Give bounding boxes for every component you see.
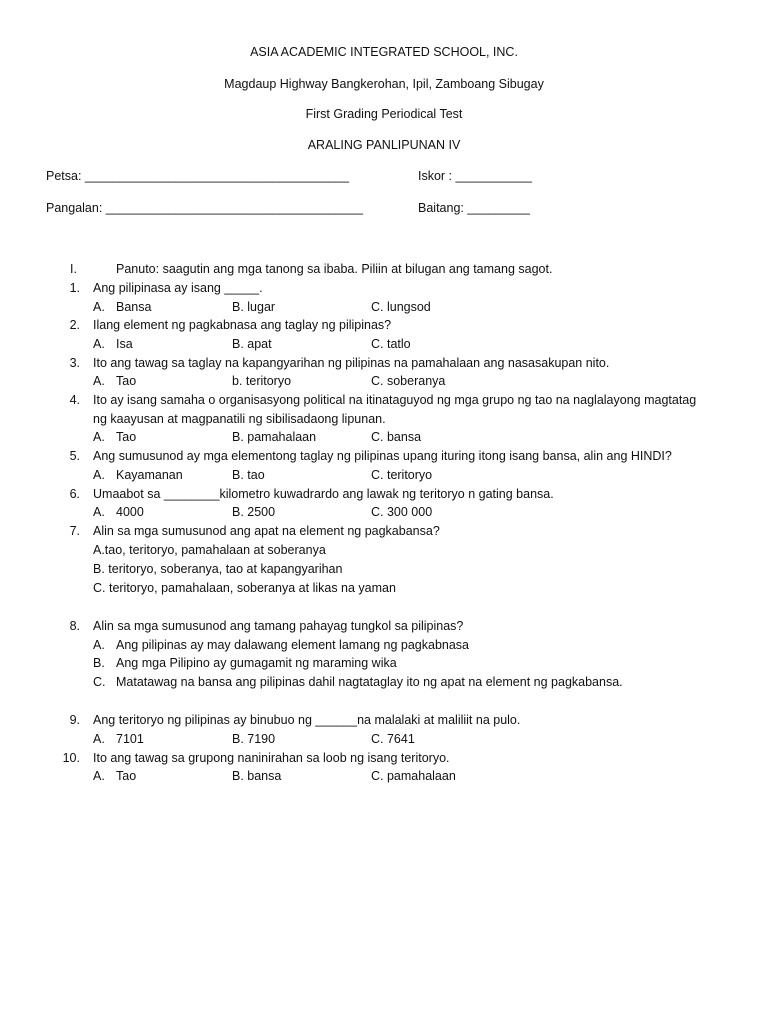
choice-a: Isa [116,337,133,351]
answer-line: B. teritoryo, soberanya, tao at kapangyarihan [93,562,343,576]
choice-c: C. bansa [371,430,422,444]
option-text: Ang pilipinas ay may dalawang element lamang ng pagkabnasa [116,638,470,652]
choice-a: Tao [116,430,137,444]
option-text: Ang mga Pilipino ay gumagamit ng maraming wika [116,656,397,670]
question-number: 8. [69,619,80,633]
question-text: Ang teritoryo ng pilipinas ay binubuo ng ______na malalaki at maliliit na pulo. [93,713,521,727]
choice-b: B. 2500 [232,505,276,519]
question-number: 1. [69,281,80,295]
question-text: Ito ang tawag sa taglay na kapangyarihan ng pilipinas na pamahalaan ang nasasakupan nito. [93,356,610,370]
instructions-text: Panuto: saagutin ang mga tanong sa ibaba. Piliin at bilugan ang tamang sagot. [116,262,553,276]
question-text-continued: ng kaayusan at magpanatili ng sibilisadaong lipunan. [93,412,386,426]
choice-letter: A. [93,300,105,314]
choice-a: Kayamanan [116,468,183,482]
choice-letter: A. [93,468,105,482]
question-text: Ito ay isang samaha o organisasyong political na itinataguyod ng mga grupo ng tao na naglalayong magtatag [93,393,697,407]
baitang-field: Baitang: _________ [418,201,530,215]
choice-b: B. bansa [232,769,282,783]
choice-letter: A. [93,505,105,519]
subject-title: ARALING PANLIPUNAN IV [307,138,461,152]
choice-b: B. pamahalaan [232,430,317,444]
answer-line: A.tao, teritoryo, pamahalaan at soberanya [93,543,326,557]
choice-b: b. teritoryo [232,374,292,388]
choice-letter: A. [93,769,105,783]
option-letter: A. [93,638,105,652]
test-title: First Grading Periodical Test [305,107,463,121]
choice-c: C. tatlo [371,337,411,351]
school-address: Magdaup Highway Bangkerohan, Ipil, Zamboang Sibugay [224,77,544,91]
choice-a: Tao [116,769,137,783]
question-number: 10. [62,751,80,765]
choice-letter: A. [93,430,105,444]
question-text: Ang pilipinasa ay isang _____. [93,281,263,295]
choice-c: C. pamahalaan [371,769,456,783]
choice-b: B. 7190 [232,732,276,746]
choice-c: C. 7641 [371,732,415,746]
question-number: 9. [69,713,80,727]
question-number: 6. [69,487,80,501]
question-number: 5. [69,449,80,463]
instructions-roman: I. [70,262,77,276]
question-text: Alin sa mga sumusunod ang apat na element ng pagkabansa? [93,524,440,538]
choice-a: 7101 [116,732,144,746]
choice-b: B. apat [232,337,272,351]
option-letter: C. [93,675,106,689]
choice-b: B. tao [232,468,265,482]
choice-a: Bansa [116,300,152,314]
question-number: 3. [69,356,80,370]
school-name: ASIA ACADEMIC INTEGRATED SCHOOL, INC. [250,45,518,59]
choice-b: B. lugar [232,300,276,314]
question-text: Alin sa mga sumusunod ang tamang pahayag tungkol sa pilipinas? [93,619,464,633]
question-text: Ang sumusunod ay mga elementong taglay ng pilipinas upang ituring itong isang bansa, alin ang HINDI? [93,449,672,463]
question-number: 7. [69,524,80,538]
choice-c: C. soberanya [371,374,446,388]
iskor-field: Iskor : ___________ [418,169,532,183]
choice-letter: A. [93,374,105,388]
choice-letter: A. [93,337,105,351]
choice-c: C. lungsod [371,300,431,314]
question-text: Ito ang tawag sa grupong naninirahan sa loob ng isang teritoryo. [93,751,450,765]
choice-letter: A. [93,732,105,746]
answer-line: C. teritoryo, pamahalaan, soberanya at likas na yaman [93,581,396,595]
question-number: 2. [69,318,80,332]
choice-c: C. teritoryo [371,468,433,482]
question-text: Umaabot sa ________kilometro kuwadrardo ang lawak ng teritoryo n gating bansa. [93,487,554,501]
petsa-field: Petsa: ______________________________________ [46,169,350,183]
choice-c: C. 300 000 [371,505,433,519]
option-text: Matatawag na bansa ang pilipinas dahil nagtataglay ito ng apat na element ng pagkabansa. [116,675,623,689]
choice-a: Tao [116,374,137,388]
pangalan-field: Pangalan: _____________________________________ [46,201,363,215]
choice-a: 4000 [116,505,144,519]
question-text: Ilang element ng pagkabnasa ang taglay ng pilipinas? [93,318,392,332]
option-letter: B. [93,656,105,670]
question-number: 4. [69,393,80,407]
